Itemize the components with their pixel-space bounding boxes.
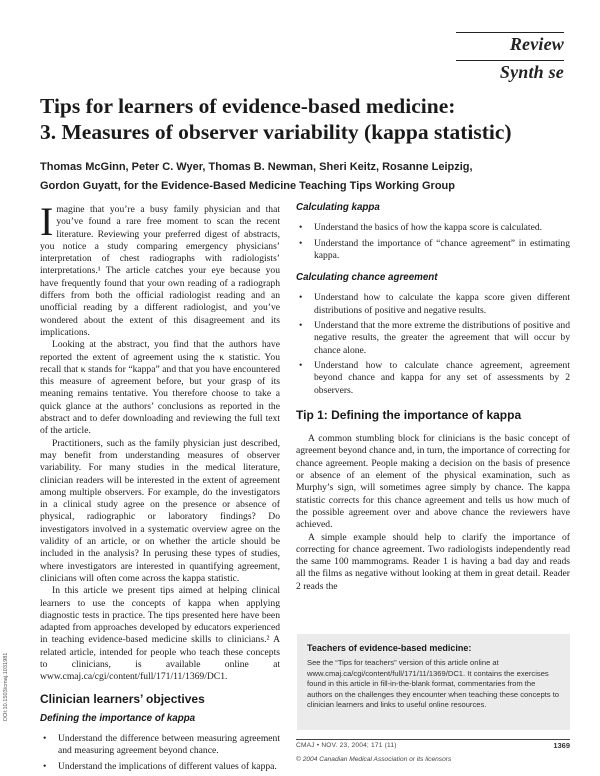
- calculating-kappa-heading: Calculating kappa: [296, 202, 380, 213]
- list-item: • Understand how to calculate the kappa score given different distributions of positive and negative results.: [296, 292, 570, 317]
- doi-label: DOI:10.1503/cmaj.1031981: [3, 652, 9, 721]
- list-item: • Understand how to calculate chance agreement, agreement beyond chance and kappa for any set of assessments by 2 observers.: [296, 360, 570, 397]
- calculating-kappa-list: [296, 222, 570, 262]
- page-number: 1369: [553, 741, 570, 750]
- journal-citation: CMAJ • NOV. 23, 2004; 171 (11): [296, 742, 397, 749]
- defining-kappa-list: [40, 733, 280, 773]
- right-column: [296, 202, 570, 593]
- objectives-heading: Clinician learners’ objectives: [40, 691, 205, 706]
- calculating-chance-list: [296, 292, 570, 396]
- teachers-box-body: See the “Tips for teachers” version of this article online at www.cmaj.ca/cgi/content/full/171/11/1369/DC1. It contains the exercises found in this article in fill-in-the-blank format, commentaries from the authors on the challenges they encounter when teaching these concepts to clinician learners and links to useful online resources.: [307, 658, 560, 710]
- header-rule-middle: [456, 60, 564, 61]
- tip1-paragraph-1: A common stumbling block for clinicians is the basic concept of agreement beyond chance and, in turn, the importance of correcting for chance agreement. People making a decision on the basis of presence or absence of an element of the physical examination, such as Murphy’s sign, will sometimes agree simply by chance. The kappa statistic corrects for this chance agreement and tells us how much of the possible agreement over and above chance the reviewers have achieved.: [296, 433, 570, 531]
- teachers-box: [297, 634, 570, 730]
- article-title: [40, 93, 570, 145]
- drop-cap: I: [40, 199, 54, 244]
- calculating-chance-heading: Calculating chance agreement: [296, 272, 438, 284]
- subsection-label: Synth se: [499, 62, 564, 82]
- list-item: • Understand the difference between measuring agreement and measuring agreement beyond chance.: [40, 733, 280, 758]
- list-item: • Understand the basics of how the kappa score is calculated.: [296, 222, 570, 234]
- tip1-heading: Tip 1: Defining the importance of kappa: [296, 407, 522, 422]
- tip1-paragraph-2: A simple example should help to clarify the importance of correcting for chance agreement. Two radiologists independently read the same 100 mammograms. Reader 1 is having a bad day and reads all the films as negative without looking at them in great detail. Reader 2 reads the: [296, 531, 570, 592]
- article-title-line-2: 3. Measures of observer variability (kappa statistic): [40, 120, 512, 144]
- paragraph-article-aims: In this article we present tips aimed at helping clinical learners to use the concepts of kappa when applying diagnostic tests in practice. The tips presented here have been adapted from approaches developed by educators experienced in teaching evidence-based medicine skills to clinicians.² A related article, intended for people who teach these concepts to clinicians, is available online at www.cmaj.ca/cgi/content/full/171/11/1369/DC1.: [40, 585, 280, 683]
- copyright-notice: © 2004 Canadian Medical Association or its licensors: [296, 756, 452, 763]
- article-authors: [40, 158, 570, 196]
- list-item: • Understand the importance of “chance agreement” in estimating kappa.: [296, 238, 570, 263]
- footer-rule: [296, 739, 570, 740]
- header-rule-top: [456, 32, 564, 33]
- authors-line-1: Thomas McGinn, Peter C. Wyer, Thomas B. Newman, Sheri Keitz, Rosanne Leipzig,: [40, 161, 473, 173]
- paragraph-abstract: Looking at the abstract, you find that the authors have reported the extent of agreement using the κ statistic. You recall that κ stands for “kappa” and that you have encountered this measure of agreement before, but your grasp of its meaning remains tentative. You therefore choose to take a quick glance at the authors’ conclusions as reported in the abstract and to defer downloading and reviewing the full text of the article.: [40, 339, 280, 437]
- authors-line-2: Gordon Guyatt, for the Evidence-Based Medicine Teaching Tips Working Group: [40, 180, 455, 192]
- teachers-box-title: Teachers of evidence-based medicine:: [307, 643, 472, 653]
- intro-paragraph: [40, 199, 280, 339]
- article-title-line-1: Tips for learners of evidence-based medicine:: [40, 94, 456, 118]
- list-item: • Understand the implications of different values of kappa.: [40, 761, 280, 773]
- left-column: [40, 199, 280, 776]
- intro-text: magine that you’re a busy family physician and that you’ve found a rare free moment to scan the recent literature. Reviewing your preferred digest of abstracts, you notice a study comparing emergency physicians’ interpretation of chest radiographs with radiologists’ interpretations.¹ The article catches your eye because you have frequently found that your own reading of a radiograph differs from both the official radiologist reading and an unofficial reading by a different radiologist, and you’ve wondered about the extent of this disagreement and its implications.: [40, 204, 280, 338]
- paragraph-practitioners: Practitioners, such as the family physician just described, may benefit from understanding measures of observer variability. For many studies in the medical literature, clinician readers will be interested in the extent of agreement among multiple observers. For example, do the investigators in a clinical study agree on the presence or absence of physical, radiographic or laboratory findings? Do investigators involved in a systematic overview agree on the validity of an article, or on whether the article should be included in the analysis? In perusing these types of studies, where investigators are interested in quantifying agreement, clinicians will often come across the kappa statistic.: [40, 437, 280, 584]
- section-label: Review: [509, 34, 564, 54]
- list-item: • Understand that the more extreme the distributions of positive and negative results, the greater the agreement that will occur by chance alone.: [296, 320, 570, 357]
- defining-kappa-heading: Defining the importance of kappa: [40, 712, 196, 724]
